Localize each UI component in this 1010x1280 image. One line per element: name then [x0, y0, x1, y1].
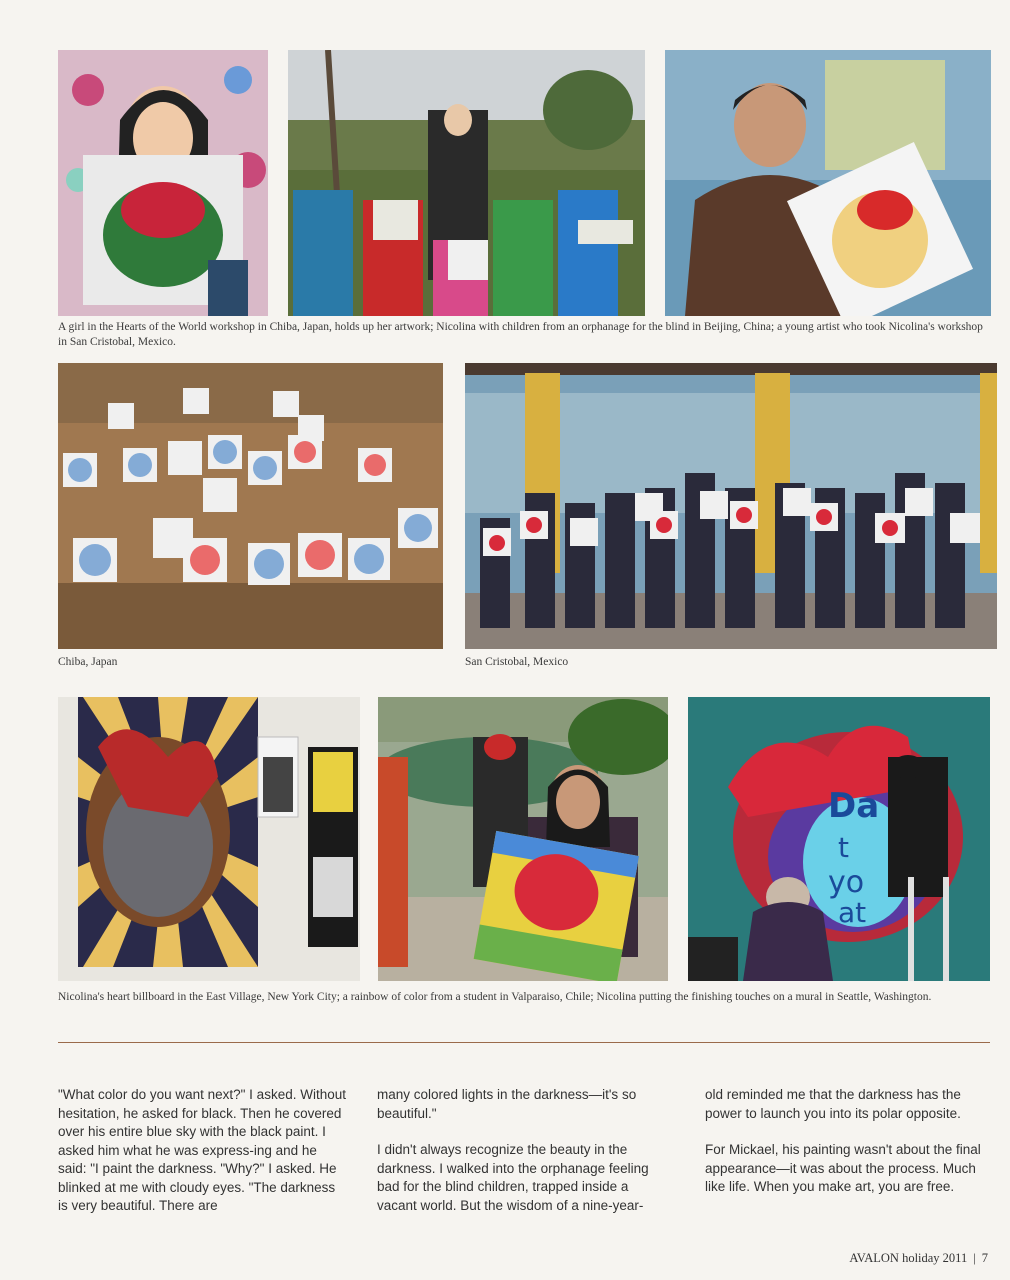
caption-chiba: Chiba, Japan: [58, 656, 118, 668]
photo-girl-chiba: [58, 50, 268, 316]
svg-text:t: t: [838, 831, 849, 864]
column-3-paragraph-2: For Mickael, his painting wasn't about the final appearance—it was about the process. Much like life. When you make art, you are free.: [705, 1142, 981, 1194]
body-column-3: [705, 1086, 995, 1215]
photo-billboard-new-york: [58, 697, 360, 981]
column-2-paragraph-1: many colored lights in the darkness—it's so beautiful.": [377, 1087, 637, 1121]
body-column-2: [377, 1086, 667, 1233]
photo-valparaiso-student: [378, 697, 668, 981]
photo-chiba-group: [58, 363, 443, 649]
divider-rule: [58, 1042, 990, 1043]
svg-text:yo: yo: [828, 865, 865, 900]
page-number: 7: [981, 1251, 988, 1265]
photo-beijing-orphanage: [288, 50, 645, 316]
caption-row1: A girl in the Hearts of the World workshop in Chiba, Japan, holds up her artwork; Nicolina with children from an orphanage for the blind in Beijing, China; a young artist who took Nicolina's workshop in San Cristobal, Mexico.: [58, 321, 983, 348]
caption-san-cristobal: San Cristobal, Mexico: [465, 656, 569, 668]
column-1-paragraph-1: "What color do you want next?" I asked. Without hesitation, he asked for black. Then he covered over his entire blue sky with the black paint. I asked him what he was express-ing and he said: "I paint the darkness. "Why?" I asked. He blinked at me with cloudy eyes. "The darkness is very beautiful. There are: [58, 1087, 346, 1213]
column-2-paragraph-2: I didn't always recognize the beauty in the darkness. I walked into the orphanage feeling bad for the blind children, trapped inside a vacant world. But the wisdom of a nine-year-: [377, 1142, 649, 1213]
page-footer: [849, 1251, 988, 1266]
body-column-1: [58, 1086, 348, 1234]
svg-text:Da: Da: [828, 786, 880, 826]
photo-boy-san-cristobal: [665, 50, 991, 316]
magazine-issue: AVALON holiday 2011: [849, 1251, 968, 1265]
photo-san-cristobal-group: [465, 363, 997, 649]
caption-row3: Nicolina's heart billboard in the East Village, New York City; a rainbow of color from a student in Valparaiso, Chile; Nicolina putting the finishing touches on a mural in Seattle, Washington.: [58, 991, 932, 1003]
svg-text:at: at: [838, 896, 867, 929]
column-3-paragraph-1: old reminded me that the darkness has the power to launch you into its polar opposite.: [705, 1087, 961, 1121]
photo-mural-seattle: [688, 697, 990, 981]
footer-separator: |: [973, 1251, 976, 1265]
